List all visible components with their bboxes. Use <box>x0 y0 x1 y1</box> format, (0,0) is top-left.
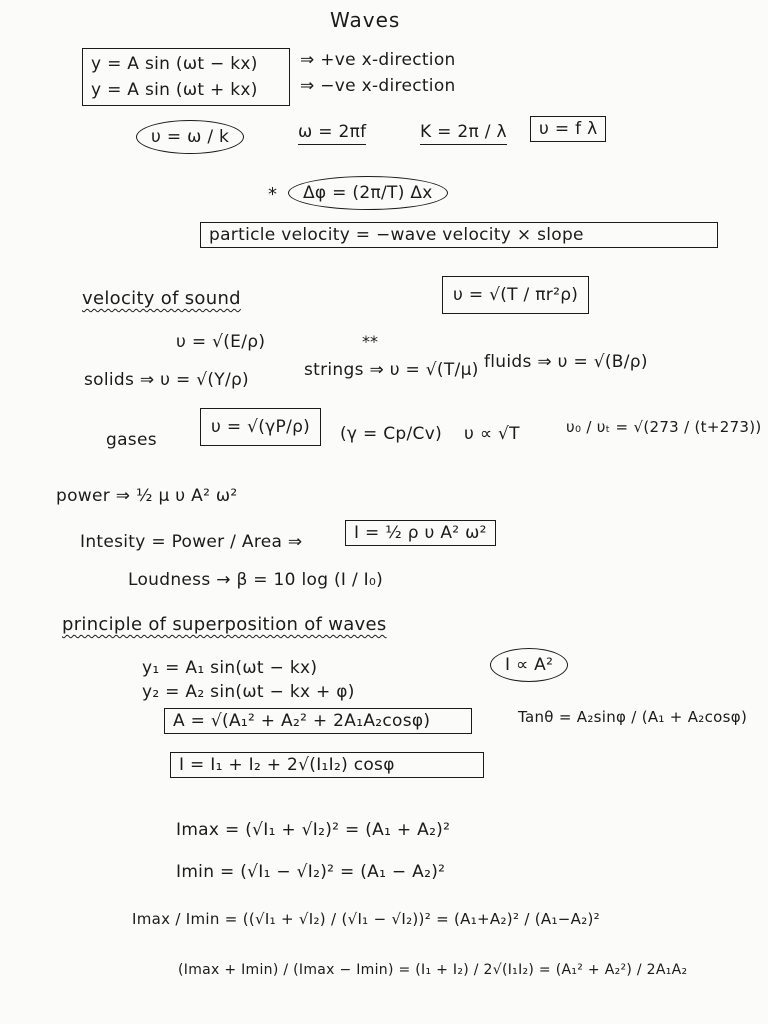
intensity-box: I = ½ ρ υ A² ω² <box>345 520 496 546</box>
direction-positive: ⇒ +ve x-direction <box>300 50 456 70</box>
gas-velocity-box: υ = √(γP/ρ) <box>200 408 321 446</box>
intensity-min: Imin = (√I₁ − √I₂)² = (A₁ − A₂)² <box>176 862 446 882</box>
equation-positive: y = A sin (ωt − kx) <box>91 54 258 74</box>
velocity-temperature-ratio: υ₀ / υₜ = √(273 / (t+273)) <box>566 418 762 436</box>
intensity-amplitude-oval: I ∝ A² <box>490 648 568 682</box>
intensity-max: Imax = (√I₁ + √I₂)² = (A₁ + A₂)² <box>176 820 451 840</box>
velocity-frequency-box: υ = f λ <box>530 116 606 142</box>
intensity-label: Intesity = Power / Area ⇒ <box>80 532 303 552</box>
solids-formula: solids ⇒ υ = √(Y/ρ) <box>84 370 249 390</box>
string-velocity-box: υ = √(T / πr²ρ) <box>442 276 589 314</box>
resultant-amplitude-box: A = √(A₁² + A₂² + 2A₁A₂cosφ) <box>164 708 472 734</box>
page-title: Waves <box>330 8 401 32</box>
solids-velocity <box>84 370 249 390</box>
star-mark: * <box>268 184 277 205</box>
angular-frequency: ω = 2πf <box>298 122 366 145</box>
gamma-ratio: (γ = Cp/Cv) <box>340 424 442 444</box>
section-velocity-of-sound: velocity of sound <box>82 288 241 309</box>
general-velocity: υ = √(E/ρ) <box>176 332 266 352</box>
double-star-mark: ** <box>362 332 378 351</box>
wave-equations-box <box>82 48 290 106</box>
equation-negative: y = A sin (ωt + kx) <box>91 80 258 100</box>
phase-angle-tan: Tanθ = A₂sinφ / (A₁ + A₂cosφ) <box>518 708 748 726</box>
particle-velocity-box: particle velocity = −wave velocity × slope <box>200 222 718 248</box>
phase-difference-oval: Δφ = (2π/T) Δx <box>288 176 448 210</box>
temperature-proportional: υ ∝ √T <box>464 424 520 444</box>
wave-y2: y₂ = A₂ sin(ωt − kx + φ) <box>142 682 355 702</box>
direction-negative: ⇒ −ve x-direction <box>300 76 456 96</box>
intensity-visibility: (Imax + Imin) / (Imax − Imin) = (I₁ + I₂) / 2√(I₁I₂) = (A₁² + A₂²) / 2A₁A₂ <box>178 962 688 978</box>
wave-number: K = 2π / λ <box>420 122 507 145</box>
power-formula: power ⇒ ½ μ υ A² ω² <box>56 486 238 506</box>
wave-y1: y₁ = A₁ sin(ωt − kx) <box>142 658 318 678</box>
wave-velocity-oval: υ = ω / k <box>136 120 244 154</box>
resultant-intensity-box: I = I₁ + I₂ + 2√(I₁I₂) cosφ <box>170 752 484 778</box>
strings-velocity: strings ⇒ υ = √(T/μ) <box>304 360 479 380</box>
loudness-formula: Loudness → β = 10 log (I / I₀) <box>128 570 384 590</box>
fluids-velocity: fluids ⇒ υ = √(B/ρ) <box>484 352 648 372</box>
intensity-ratio: Imax / Imin = ((√I₁ + √I₂) / (√I₁ − √I₂))² = (A₁+A₂)² / (A₁−A₂)² <box>132 910 600 928</box>
section-superposition: principle of superposition of waves <box>62 614 387 635</box>
gases-label: gases <box>106 430 157 450</box>
